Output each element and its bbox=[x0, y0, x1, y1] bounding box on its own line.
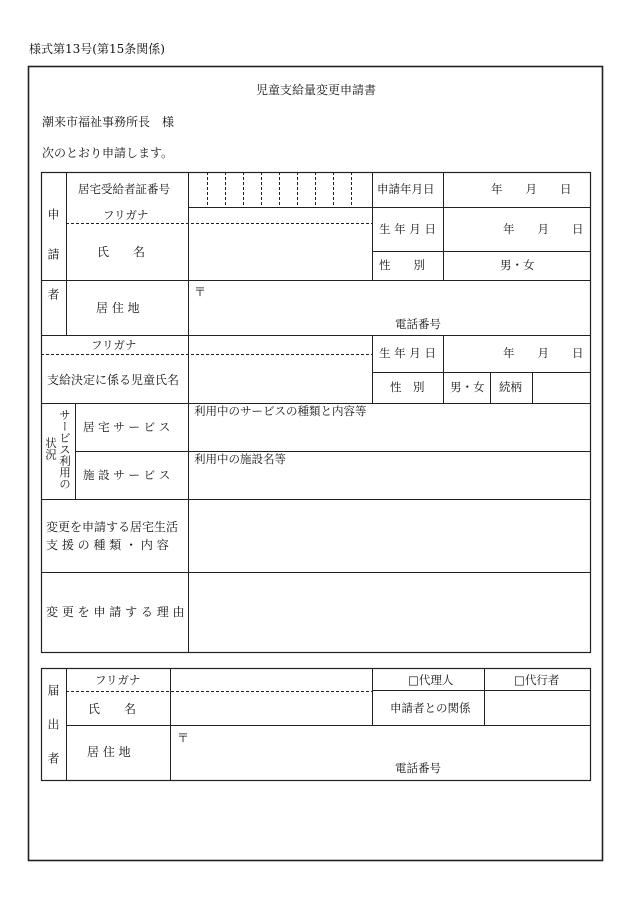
child-name-label: 支給決定に係る児童氏名 bbox=[47, 373, 180, 387]
submitter-name-label: 氏 名 bbox=[88, 702, 137, 716]
child-sex-field[interactable]: 男・女 bbox=[450, 380, 485, 394]
applicant-postal-mark: 〒 bbox=[194, 285, 207, 299]
child-furigana-input[interactable] bbox=[190, 337, 370, 353]
submitter-furigana-input[interactable] bbox=[172, 670, 370, 690]
child-relation-input[interactable] bbox=[534, 374, 589, 402]
applicant-section-label: 申請者 bbox=[46, 208, 60, 328]
agent-checkbox[interactable]: □代理人 bbox=[408, 673, 454, 687]
applicant-birth-field[interactable]: 年 月 日 bbox=[503, 222, 584, 236]
submitter-address-input[interactable] bbox=[172, 727, 588, 779]
child-relation-label: 続柄 bbox=[499, 380, 522, 394]
intro-text: 次のとおり申請します。 bbox=[42, 146, 174, 160]
app-date-field[interactable]: 年 月 日 bbox=[491, 182, 572, 196]
child-birth-field[interactable]: 年 月 日 bbox=[503, 346, 584, 360]
child-name-input[interactable] bbox=[190, 356, 370, 402]
submitter-postal-mark: 〒 bbox=[177, 731, 190, 745]
change-reason-input[interactable] bbox=[190, 574, 588, 651]
applicant-phone-label: 電話番号 bbox=[395, 317, 441, 331]
submitter-phone-label: 電話番号 bbox=[395, 761, 441, 775]
app-date-label: 申請年月日 bbox=[377, 182, 435, 196]
child-birth-label: 生 年 月 日 bbox=[379, 346, 436, 360]
service-section-label-b: 状況 bbox=[44, 437, 58, 460]
submitter-section-label: 届出者 bbox=[46, 684, 60, 786]
applicant-name-input[interactable] bbox=[190, 225, 370, 279]
applicant-name-label: 氏 名 bbox=[97, 245, 146, 259]
submitter-name-input[interactable] bbox=[172, 693, 370, 724]
cert-number-label: 居宅受給者証番号 bbox=[78, 182, 170, 196]
submitter-address-label: 居 住 地 bbox=[87, 745, 131, 759]
recipient: 潮来市福祉事務所長 様 bbox=[42, 115, 175, 129]
applicant-birth-label: 生 年 月 日 bbox=[379, 222, 436, 236]
child-sex-label: 性 別 bbox=[390, 380, 425, 394]
facility-service-input[interactable] bbox=[190, 468, 588, 498]
applicant-address-label: 居 住 地 bbox=[96, 301, 140, 315]
service-section-label-a: サービス利用の bbox=[58, 409, 72, 490]
home-service-label: 居 宅 サ ー ビ ス bbox=[83, 420, 171, 434]
page-title: 児童支給量変更申請書 bbox=[256, 83, 377, 97]
change-type-input[interactable] bbox=[190, 501, 588, 571]
applicant-address-input[interactable] bbox=[190, 282, 588, 334]
submitter-furigana-label: フリガナ bbox=[95, 673, 141, 687]
applicant-furigana-label: フリガナ bbox=[103, 208, 149, 222]
facility-service-note: 利用中の施設名等 bbox=[194, 452, 286, 466]
home-service-note: 利用中のサービスの種類と内容等 bbox=[194, 404, 367, 418]
submitter-relation-label: 申請者との関係 bbox=[390, 701, 471, 715]
child-furigana-label: フリガナ bbox=[91, 338, 137, 352]
change-type-label-1: 変更を申請する居宅生活 bbox=[46, 520, 179, 534]
form-number: 様式第13号(第15条関係) bbox=[29, 42, 165, 56]
proxy-checkbox[interactable]: □代行者 bbox=[514, 673, 560, 687]
change-type-label-2: 支 援 の 種 類 ・ 内 容 bbox=[46, 538, 169, 552]
facility-service-label: 施 設 サ ー ビ ス bbox=[83, 468, 171, 482]
change-reason-label: 変 更 を 申 請 す る 理 由 bbox=[46, 605, 185, 619]
applicant-sex-field[interactable]: 男・女 bbox=[500, 258, 535, 272]
submitter-relation-input[interactable] bbox=[486, 692, 589, 724]
applicant-sex-label: 性 別 bbox=[379, 258, 425, 272]
home-service-input[interactable] bbox=[190, 420, 588, 450]
applicant-furigana-input[interactable] bbox=[190, 209, 370, 222]
